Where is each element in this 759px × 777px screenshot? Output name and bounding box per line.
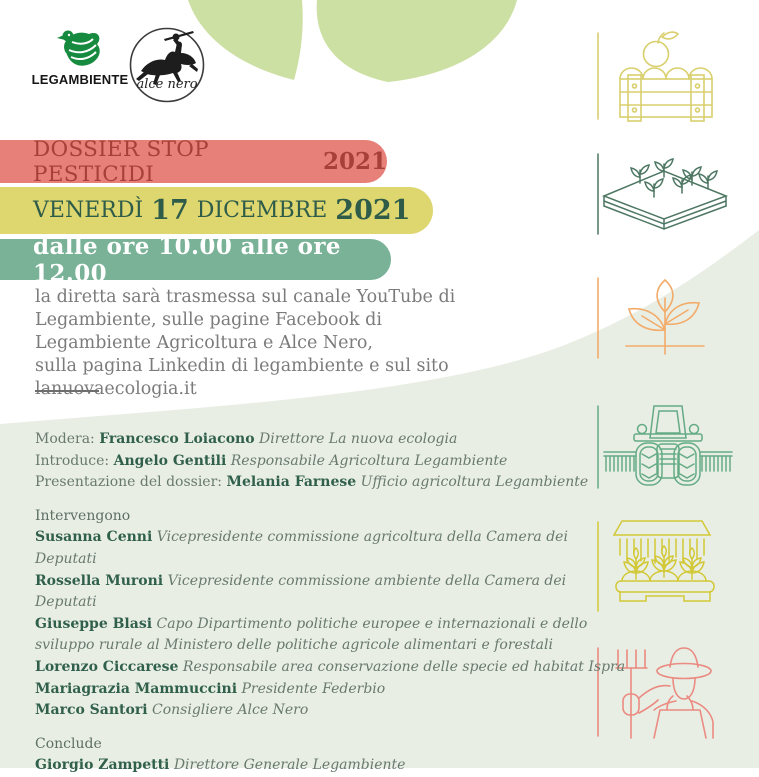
- broadcast-line: la diretta sarà trasmessa sul canale YouTube di: [35, 287, 456, 307]
- staff-row: [35, 472, 629, 494]
- speaker-name: Lorenzo Ciccarese: [35, 658, 179, 675]
- speaker-name: Giuseppe Blasi: [35, 615, 153, 632]
- alcenero-logo: [128, 26, 206, 104]
- staff-name: Melania Farnese: [226, 474, 357, 491]
- banner-date-day: 17: [151, 195, 189, 226]
- legambiente-logo: [30, 26, 130, 90]
- banner-title-year: 2021: [322, 148, 387, 175]
- conclude-heading: Conclude: [35, 735, 102, 752]
- speaker-name: Marco Santori: [35, 702, 148, 719]
- speaker-role: Direttore Generale Legambiente: [173, 757, 406, 774]
- broadcast-line: lanuovaecologia.it: [35, 379, 197, 399]
- banner-date-dayname: VENERDÌ: [33, 198, 144, 223]
- program: [35, 429, 629, 777]
- staff-label: Modera:: [35, 431, 95, 447]
- speaker-row: [35, 679, 629, 701]
- sapling-icon: [596, 274, 736, 364]
- speaker-role: Consigliere Alce Nero: [152, 702, 309, 719]
- banner-title-text: DOSSIER STOP PESTICIDI: [33, 136, 209, 187]
- leaf-decoration: [180, 0, 525, 92]
- speaker-row: [35, 755, 629, 777]
- staff-label: Introduce:: [35, 452, 110, 469]
- staff-role: Ufficio agricoltura Legambiente: [360, 474, 589, 491]
- spacer: [35, 722, 629, 734]
- staff-row: [35, 429, 629, 451]
- banner-time-text: dalle ore 10.00 alle ore 12.00: [33, 232, 341, 287]
- swan-icon: [56, 26, 104, 70]
- speaker-name: Giorgio Zampetti: [35, 757, 170, 774]
- speaker-name: Mariagrazia Mammuccini: [35, 680, 238, 697]
- broadcast-line: Legambiente Agricoltura e Alce Nero,: [35, 333, 373, 353]
- apple-crate-icon: [596, 27, 736, 123]
- speaker-role: Vicepresidente commissione agricoltura della Camera dei Deputati: [35, 529, 568, 567]
- speaker-name: Rossella Muroni: [35, 572, 164, 589]
- banner-time: [0, 232, 391, 287]
- speaker-role: Capo Dipartimento politiche europee e internazionali e dello sviluppo rurale al Ministero delle politiche agricole alimentari e forestali: [35, 615, 588, 654]
- staff-role: Responsabile Agricoltura Legambiente: [230, 452, 508, 469]
- staff-row: [35, 451, 629, 473]
- staff-name: Francesco Loiacono: [99, 431, 255, 447]
- speaker-role: Vicepresidente commissione ambiente della Camera dei Deputati: [35, 572, 567, 611]
- broadcast-line: sulla pagina Linkedin di legambiente e sul sito: [35, 356, 449, 376]
- staff-role: Direttore La nuova ecologia: [259, 431, 458, 447]
- banner-date-year: 2021: [335, 195, 411, 226]
- banner-date-month: DICEMBRE: [196, 198, 328, 223]
- broadcast-line: Legambiente, sulle pagine Facebook di: [35, 310, 382, 330]
- broadcast-text: [35, 286, 455, 401]
- legambiente-label: LEGAMBIENTE: [31, 72, 129, 87]
- staff-label: Presentazione del dossier:: [35, 474, 222, 491]
- speaker-row: [35, 527, 629, 570]
- speaker-name: Susanna Cenni: [35, 529, 153, 546]
- speaker-row: [35, 614, 629, 657]
- intervengono-heading: Intervengono: [35, 507, 131, 524]
- speaker-role: Responsabile area conservazione delle specie ed habitat Ispra: [182, 658, 626, 675]
- staff-name: Angelo Gentili: [113, 452, 227, 469]
- alcenero-label: alce nero: [136, 77, 198, 92]
- speaker-row: [35, 700, 629, 722]
- speaker-row: [35, 657, 629, 679]
- spacer: [35, 494, 629, 506]
- divider-line: [35, 390, 99, 392]
- seedbed-icon: [596, 150, 736, 238]
- banner-date: [0, 187, 433, 234]
- banner-title: [0, 136, 387, 187]
- speaker-row: [35, 571, 629, 614]
- speaker-role: Presidente Federbio: [241, 680, 386, 697]
